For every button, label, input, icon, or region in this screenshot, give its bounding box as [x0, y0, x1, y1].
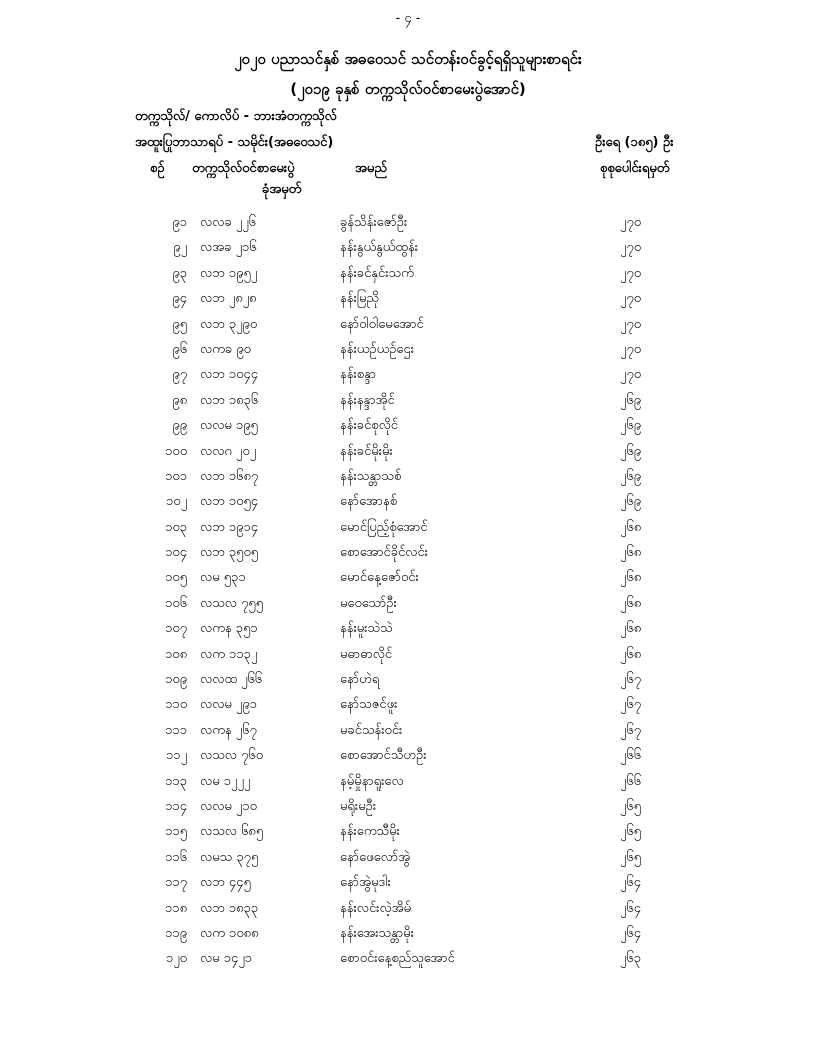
list-item [0, 794, 816, 819]
row-marks: ၂၆၉ [620, 494, 642, 510]
row-name: နန်းမြညို [340, 291, 379, 307]
row-marks: ၂၆၆ [620, 748, 642, 764]
list-item [0, 235, 816, 260]
row-marks: ၂၇၀ [620, 265, 642, 281]
row-roll-number: လကန ၂၆၇ [200, 722, 257, 738]
row-name: နန်းသန္တာသစ် [340, 468, 402, 484]
row-number: ၁၁၂ [165, 748, 187, 764]
list-item [0, 642, 816, 667]
title-line-2: (၂၀၁၉ ခုနှစ် တက္ကသိုလ်ဝင်စာမေးပွဲအောင်) [290, 80, 526, 98]
list-item [0, 591, 816, 616]
row-number: ၁၀၉ [165, 672, 187, 688]
row-marks: ၂၆၇ [620, 697, 642, 713]
row-marks: ၂၆၉ [620, 392, 642, 408]
row-roll-number: လလဂ ၂၀၂ [200, 443, 257, 459]
row-number: ၉၃ [172, 265, 187, 281]
row-name: နော်အွဲမုဒါး [340, 875, 391, 891]
list-item [0, 946, 816, 971]
row-marks: ၂၆၉ [620, 468, 642, 484]
row-name: နန်းအေးသန္တာမိုး [340, 925, 414, 941]
row-name: နော်ဝါဝါမေအောင် [340, 316, 424, 332]
row-roll-number: လဘ ၃၅၀၅ [200, 545, 259, 561]
list-item [0, 896, 816, 921]
header-roll: တက္ကသိုလ်ဝင်စာမေးပွဲ [192, 161, 295, 176]
row-name: နမ့်မှိုနာရူးလေ [340, 773, 404, 789]
row-name: နန်းလင်းလဲ့အိမ် [340, 900, 412, 916]
row-number: ၉၂ [173, 240, 187, 256]
row-number: ၁၀၇ [165, 621, 187, 637]
row-number: ၁၁၅ [165, 824, 187, 840]
list-item [0, 439, 816, 464]
row-marks: ၂၆၉ [620, 443, 642, 459]
row-name: စောအောင်ခိုင်လင်း [340, 545, 428, 561]
row-marks: ၂၆၈ [620, 519, 642, 535]
row-name: စောအောင်သီဟဦး [340, 748, 427, 764]
row-marks: ၂၆၉ [620, 418, 642, 434]
row-name: နန်းယဉ်ယဉ်ဌေး [340, 341, 414, 357]
row-number: ၁၁၀ [165, 697, 187, 713]
row-number: ၁၁၉ [165, 925, 187, 941]
row-marks: ၂၆၈ [620, 621, 642, 637]
row-name: စောဝင်းနေ့စည်သူအောင် [340, 951, 455, 967]
row-name: ခွန်သိန်းဇော်ဦး [340, 215, 408, 230]
row-name: မရိုးမဦး [340, 798, 377, 814]
list-item [0, 667, 816, 692]
row-number: ၉၉ [172, 418, 187, 434]
row-roll-number: လအခ ၂၁၆ [200, 240, 257, 256]
row-roll-number: လဘ ၂၈၂၈ [200, 291, 257, 307]
row-marks: ၂၆၅ [620, 849, 642, 865]
row-number: ၁၁၁ [165, 722, 187, 738]
row-roll-number: လသလ ၇၆၀ [200, 748, 264, 764]
row-number: ၁၀၂ [165, 494, 187, 510]
row-number: ၁၀၅ [165, 570, 187, 586]
row-number: ၁၀၃ [165, 519, 187, 535]
row-marks: ၂၆၄ [620, 900, 642, 916]
row-marks: ၂၆၄ [620, 925, 642, 941]
row-number: ၉၈ [172, 392, 187, 408]
row-number: ၁၁၆ [165, 849, 187, 865]
row-marks: ၂၆၃ [620, 951, 642, 967]
row-roll-number: လလမ ၁၉၅ [200, 418, 258, 434]
list-item [0, 870, 816, 895]
row-marks: ၂၆၇ [620, 672, 642, 688]
row-name: နော်သဇင်ဖူး [340, 697, 398, 713]
row-marks: ၂၆၅ [620, 824, 642, 840]
list-item [0, 362, 816, 387]
row-name: နန်းစန္ဒာ [340, 367, 377, 383]
row-number: ၉၆ [172, 341, 187, 357]
row-marks: ၂၇၀ [620, 367, 642, 383]
list-item [0, 845, 816, 870]
list-item [0, 413, 816, 438]
row-roll-number: လမ ၁၂၂၂ [200, 773, 251, 789]
list-item [0, 540, 816, 565]
list-item [0, 921, 816, 946]
row-roll-number: လဘ ၁၀၅၄ [200, 494, 259, 510]
list-item [0, 489, 816, 514]
row-roll-number: လကန ၃၅၁ [200, 621, 258, 637]
header-name: အမည် [355, 161, 387, 176]
row-roll-number: လလထ ၂၆၆ [200, 672, 263, 688]
row-number: ၁၁၈ [164, 900, 187, 916]
row-name: နော်ဖေလော်အွဲ [340, 849, 411, 865]
row-number: ၉၄ [172, 291, 187, 307]
page-number: - ၄ - [395, 11, 421, 26]
total-count: ဦးရေ (၁၈၅) ဦး [595, 135, 674, 150]
row-roll-number: လဘ ၁၈၃၃ [200, 900, 259, 916]
list-item [0, 565, 816, 590]
row-number: ၁၀၀ [165, 443, 187, 459]
row-marks: ၂၆၈ [620, 595, 642, 611]
row-roll-number: လသလ ၆၈၅ [200, 824, 264, 840]
row-name: နန်းခင်နှင်းသက် [340, 265, 414, 281]
row-name: မခင်သန်းဝင်း [340, 722, 403, 738]
list-item [0, 616, 816, 641]
list-item [0, 312, 816, 337]
row-name: နန်းခင်စုလိုင် [340, 418, 398, 434]
row-number: ၁၂၀ [165, 951, 187, 967]
row-roll-number: လသလ ၇၅၅ [200, 595, 264, 611]
row-roll-number: လဘ ၁၉၁၄ [200, 519, 259, 535]
row-marks: ၂၇၀ [620, 291, 642, 307]
row-marks: ၂၆၇ [620, 722, 642, 738]
row-roll-number: လလမ ၂၁၀ [200, 798, 257, 814]
row-roll-number: လကခ ၉၀ [200, 341, 251, 357]
results-list [0, 210, 816, 972]
row-name: မဓာဓာလိုင် [340, 646, 393, 662]
row-marks: ၂၆၈ [620, 646, 642, 662]
row-marks: ၂၇၀ [620, 341, 642, 357]
row-number: ၁၀၆ [165, 595, 187, 611]
row-number: ၉၇ [172, 367, 187, 383]
row-roll-number: လက ၁၁၃၂ [200, 646, 258, 662]
list-item [0, 743, 816, 768]
list-item [0, 210, 816, 235]
row-name: နော်ဟဲရ [340, 672, 380, 688]
row-roll-number: လဘ ၁၀၄၄ [200, 367, 259, 383]
row-name: နန်းနန္ဒာအိုင် [340, 392, 395, 408]
row-roll-number: လလမ ၂၉၁ [200, 697, 257, 713]
row-roll-number: လဘ ၁၉၅၂ [200, 265, 258, 281]
list-item [0, 337, 816, 362]
row-name: နန်းခင်မိုးမိုး [340, 443, 393, 459]
row-name: မဝေသော်ဦး [340, 595, 397, 611]
school-line: အထူးပြုဘာသာရပ် - သမိုင်း(အဓဝေသင်) [135, 135, 334, 150]
row-roll-number: လဘ ၃၂၉၀ [200, 316, 258, 332]
row-marks: ၂၆၅ [620, 798, 642, 814]
list-item [0, 718, 816, 743]
row-marks: ၂၇၀ [620, 215, 642, 230]
row-number: ၁၁၇ [165, 875, 187, 891]
row-roll-number: လဘ ၁၈၃၆ [200, 392, 259, 408]
row-number: ၁၀၈ [164, 646, 187, 662]
row-number: ၁၁၄ [165, 798, 187, 814]
header-roll-2: ခုံအမှတ် [262, 182, 302, 197]
list-item [0, 388, 816, 413]
row-name: နန်းနွယ်နွယ်ထွန်း [340, 240, 419, 256]
row-number: ၁၀၁ [165, 468, 187, 484]
list-item [0, 464, 816, 489]
row-roll-number: လဘ ၄၄၅ [200, 875, 251, 891]
subject-line: တက္ကသိုလ်/ ကောလိပ် - ဘားအံတက္ကသိုလ် [135, 109, 337, 124]
list-item [0, 515, 816, 540]
row-roll-number: လက ၁၀၈၈ [200, 925, 259, 941]
row-name: မောင်နေ့ဇော်ဝင်း [340, 570, 419, 586]
row-roll-number: လလခ ၂၂၆ [200, 215, 256, 230]
row-name: မောင်ပြည့်စုံအောင် [340, 519, 428, 535]
row-marks: ၂၆၈ [620, 570, 642, 586]
list-item [0, 261, 816, 286]
row-number: ၁၁၃ [165, 773, 187, 789]
row-name: နော်အောနစ် [340, 494, 398, 510]
header-marks: စုစုပေါင်းရမှတ် [600, 161, 670, 176]
row-number: ၉၁ [172, 215, 187, 230]
title-line-1: ၂၀၂၀ ပညာသင်နှစ် အဓဝေသင် သင်တန်းဝင်ခွင့်ရရှိသူများစာရင်း [234, 50, 582, 68]
row-marks: ၂၆၈ [620, 545, 642, 561]
header-no: စဉ် [150, 161, 165, 176]
row-marks: ၂၆၆ [620, 773, 642, 789]
row-marks: ၂၇၀ [620, 316, 642, 332]
row-number: ၁၀၄ [165, 545, 187, 561]
row-number: ၉၅ [172, 316, 187, 332]
list-item [0, 286, 816, 311]
row-name: နန်းကေသီမိုး [340, 824, 400, 840]
list-item [0, 819, 816, 844]
row-marks: ၂၇၀ [620, 240, 642, 256]
row-roll-number: လမ ၁၄၂၁ [200, 951, 253, 967]
list-item [0, 692, 816, 717]
row-roll-number: လမ ၅၃၁ [200, 570, 246, 586]
row-name: နန်းမူးသဲသဲ [340, 621, 393, 637]
list-item [0, 769, 816, 794]
row-marks: ၂၆၄ [620, 875, 642, 891]
row-roll-number: လဘ ၁၆၈၇ [200, 468, 259, 484]
row-roll-number: လမသ ၃၇၅ [200, 849, 259, 865]
